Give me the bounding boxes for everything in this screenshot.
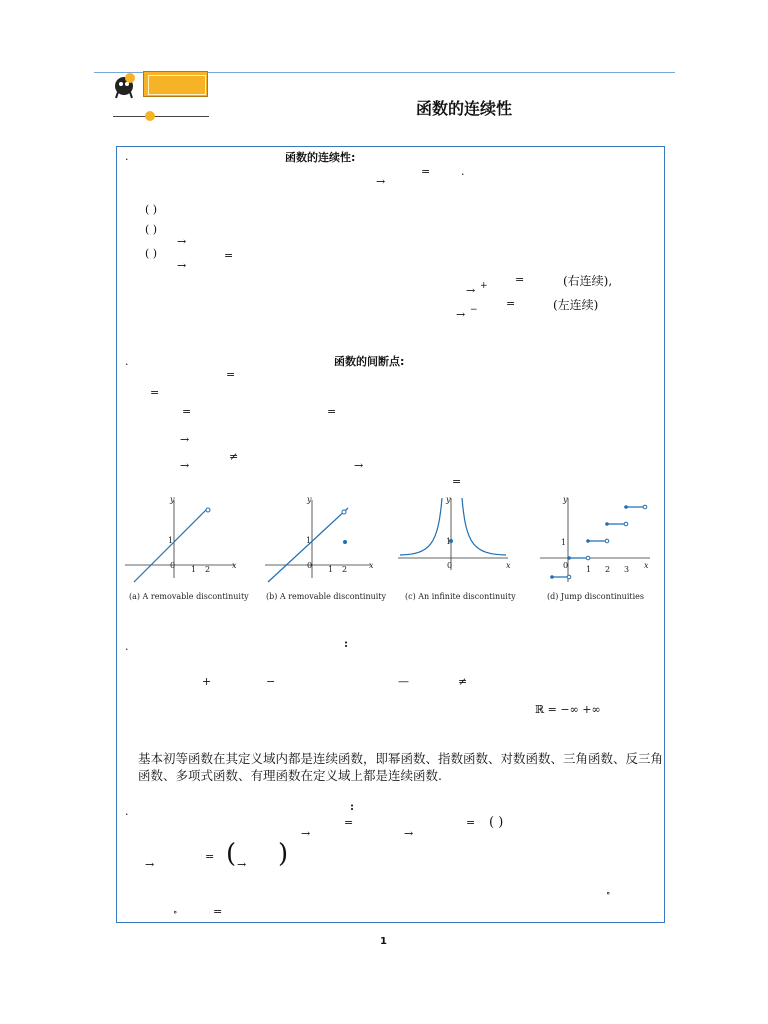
figure-b-removable: [265, 500, 370, 582]
fig-a-y-label: y: [170, 495, 175, 504]
fig-d-tick-1: 1: [586, 565, 592, 574]
condition-2-arrow: →: [177, 235, 187, 248]
fig-a-zero: 0: [170, 561, 176, 570]
section4-arrow-3: →: [145, 858, 155, 871]
fig-a-one: 1: [168, 536, 174, 545]
header-mascot-icon: [110, 70, 142, 100]
section2-arrow-3: →: [354, 459, 364, 472]
caption-c: (c) An infinite discontinuity: [405, 592, 516, 601]
condition-3: ( ): [145, 247, 158, 260]
page-title: 函数的连续性: [416, 99, 513, 118]
section2-eq-3: =: [182, 405, 192, 418]
fig-c-y-label: y: [446, 495, 451, 504]
fig-b-x-label: x: [369, 561, 374, 570]
right-cont-arrow: →: [466, 284, 476, 297]
fig-a-x-label: x: [232, 561, 237, 570]
section4-circ-2: ∘: [173, 908, 178, 918]
left-continuity-label: (左连续): [553, 298, 599, 312]
header-underline-dot: [145, 111, 155, 121]
section2-heading: 函数的间断点:: [334, 355, 405, 368]
section4-eq-1: =: [344, 816, 354, 829]
section2-neq: ≠: [229, 450, 239, 463]
section2-eq-4: =: [327, 405, 337, 418]
fig-b-one: 1: [306, 536, 312, 545]
section4-paren: ( ): [489, 815, 504, 830]
left-cont-arrow: →: [456, 308, 466, 321]
fig-a-tick-2: 2: [205, 565, 211, 574]
condition-2: ( ): [145, 223, 158, 236]
section4-arrow-1: →: [301, 827, 311, 840]
section1-eq: =: [421, 165, 431, 178]
section4-arrow-4: →: [237, 858, 247, 871]
section4-circ-1: ∘: [606, 889, 611, 899]
caption-b: (b) A removable discontinuity: [266, 592, 387, 601]
fig-b-y-label: y: [307, 495, 312, 504]
section2-eq-1: =: [226, 368, 236, 381]
figure-a-removable: [125, 500, 235, 582]
section2-eq-2: =: [150, 386, 160, 399]
figure-c-infinite: [398, 498, 508, 570]
page-number: 1: [380, 936, 387, 947]
fig-d-y-label: y: [563, 495, 568, 504]
right-continuity-label: (右连续),: [563, 274, 613, 288]
fig-d-x-label: x: [644, 561, 649, 570]
section4-eq-3: =: [205, 850, 215, 863]
real-line-domain: ℝ = −∞ +∞: [535, 703, 601, 716]
section3-minus: −: [266, 675, 276, 688]
fig-c-zero: 0: [447, 561, 453, 570]
section1-arrow: →: [376, 175, 386, 188]
section3-index: .: [125, 640, 129, 653]
condition-3-arrow: →: [177, 259, 187, 272]
header-logo-inner: [148, 75, 206, 95]
section4-colon: :: [350, 800, 355, 813]
elementary-functions-paragraph: 基本初等函数在其定义域内都是连续函数，即幂函数、指数函数、对数函数、三角函数、反三角函数、多项式函数、有理函数在定义域上都是连续函数.: [138, 751, 664, 783]
section3-neq: ≠: [458, 675, 468, 688]
condition-3-eq: =: [224, 249, 234, 262]
section4-arrow-2: →: [404, 827, 414, 840]
section2-arrow-1: →: [180, 433, 190, 446]
figure-d-jump: [540, 498, 650, 582]
section4-eq-4: =: [213, 905, 223, 918]
section3-plus: +: [202, 675, 212, 688]
fig-b-tick-2: 2: [342, 565, 348, 574]
fig-d-tick-3: 3: [624, 565, 630, 574]
section4-big-paren-close: ): [278, 839, 289, 869]
right-cont-sup: +: [480, 281, 488, 291]
section4-eq-2: =: [466, 816, 476, 829]
fig-c-x-label: x: [506, 561, 511, 570]
section1-index: .: [125, 150, 129, 163]
fig-b-zero: 0: [307, 561, 313, 570]
caption-d: (d) Jump discontinuities: [547, 592, 644, 601]
section4-big-paren: (: [226, 839, 237, 869]
section1-heading: 函数的连续性:: [285, 151, 356, 164]
fig-d-tick-2: 2: [605, 565, 611, 574]
figure-strip: [120, 490, 660, 590]
right-cont-eq: =: [515, 273, 525, 286]
section2-eq-5: =: [452, 475, 462, 488]
section4-index: .: [125, 805, 129, 818]
section3-colon: :: [344, 637, 349, 650]
condition-1: ( ): [145, 203, 158, 216]
fig-d-one: 1: [561, 538, 567, 547]
section1-period: .: [461, 165, 465, 178]
fig-c-one: 1: [446, 537, 452, 546]
header-underline: [113, 116, 209, 117]
caption-a: (a) A removable discontinuity: [129, 592, 249, 601]
section2-index: .: [125, 355, 129, 368]
left-cont-eq: =: [506, 297, 516, 310]
fig-b-tick-1: 1: [328, 565, 334, 574]
fig-a-tick-1: 1: [191, 565, 197, 574]
left-cont-sup: −: [470, 305, 478, 315]
fig-d-zero: 0: [563, 561, 569, 570]
section2-arrow-2: →: [180, 459, 190, 472]
section3-dash: —: [398, 675, 409, 688]
